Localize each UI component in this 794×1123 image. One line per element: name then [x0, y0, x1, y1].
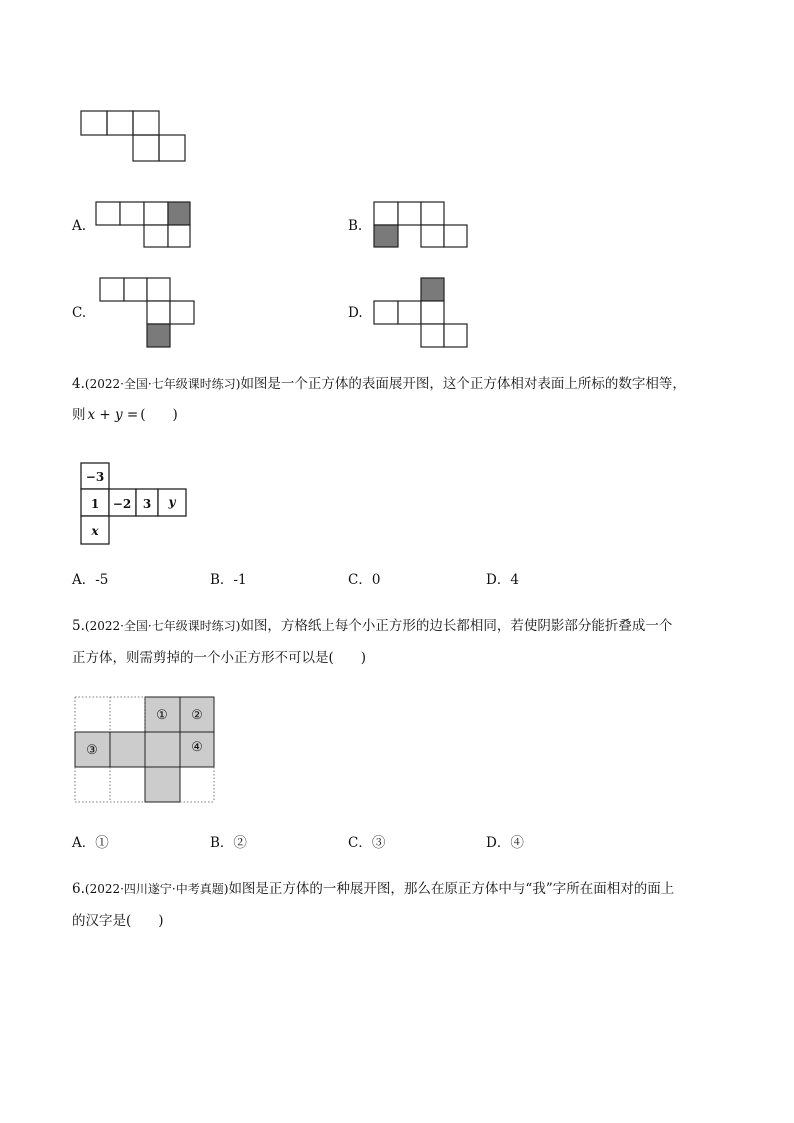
net-square: [421, 202, 444, 225]
net-square: [133, 135, 159, 161]
q5-stem-text-2: 正方体，则需剪掉的一个小正方形不可以是( ): [72, 650, 367, 666]
q4-option-a[interactable]: A．-5: [72, 572, 109, 588]
grid-label-3: ③: [86, 743, 98, 758]
q5-stem-line2: [72, 649, 366, 667]
net-square: [159, 135, 185, 161]
grid-label-2: ②: [191, 708, 203, 723]
option-b-net-figure[interactable]: [372, 200, 470, 250]
shaded-cell: [110, 732, 145, 767]
q5-source: (2022·全国·七年级课时练习): [84, 619, 241, 633]
q4-option-c[interactable]: C．0: [348, 572, 381, 588]
cell-label: y: [168, 495, 176, 509]
shaded-square: [374, 225, 398, 247]
q5-number: 5.: [72, 618, 85, 634]
q5-option-c[interactable]: C．③: [348, 835, 386, 851]
net-square: [100, 278, 124, 301]
q6-stem-text-2: 的汉字是( ): [72, 913, 164, 929]
q4-stem-line1: [72, 375, 686, 393]
net-square: [421, 324, 444, 347]
q4-option-d[interactable]: D．4: [486, 572, 519, 588]
q4-stem-prefix: 则: [72, 407, 86, 423]
net-square: [147, 278, 170, 301]
cell-label: −3: [85, 470, 105, 484]
top-net-figure: [78, 108, 190, 164]
net-square: [168, 225, 190, 247]
cell-label: x: [91, 524, 99, 538]
grid-label-4: ④: [191, 740, 203, 755]
net-square: [144, 225, 168, 247]
net-square: [170, 301, 194, 324]
option-a-letter[interactable]: A.: [72, 218, 87, 234]
q4-cube-net-figure: [80, 462, 190, 546]
shaded-cell: [145, 767, 180, 802]
net-square: [374, 301, 398, 324]
shaded-square: [147, 324, 170, 347]
net-square: [421, 225, 444, 247]
net-square: [144, 202, 168, 225]
q4-expression: x + y =: [87, 407, 139, 423]
cell-label: 1: [90, 497, 100, 511]
net-square: [444, 225, 467, 247]
q6-stem-text: 如图是正方体的一种展开图，那么在原正方体中与“我”字所在面相对的面上: [228, 881, 675, 897]
q6-number: 6.: [72, 881, 85, 897]
q4-stem-line2: [72, 406, 178, 424]
net-square: [124, 278, 147, 301]
net-square: [398, 202, 421, 225]
q5-grid-figure: [74, 696, 216, 804]
option-c-letter[interactable]: C.: [72, 305, 87, 321]
net-square: [81, 111, 107, 135]
q5-option-b[interactable]: B．②: [210, 835, 247, 851]
q6-stem-line2: [72, 912, 164, 930]
net-square: [398, 301, 421, 324]
option-c-net-figure[interactable]: [98, 276, 198, 350]
net-square: [147, 301, 170, 324]
net-square: [107, 111, 133, 135]
net-square: [96, 202, 120, 225]
option-d-letter[interactable]: D.: [348, 305, 363, 321]
q5-option-a[interactable]: A．①: [72, 835, 109, 851]
shaded-cell: [145, 732, 180, 767]
net-square: [120, 202, 144, 225]
option-b-letter[interactable]: B.: [348, 218, 363, 234]
net-square: [374, 202, 398, 225]
shaded-square: [168, 202, 190, 225]
net-square: [444, 324, 467, 347]
q6-source: (2022·四川遂宁·中考真题): [84, 882, 229, 896]
q5-option-d[interactable]: D．④: [486, 835, 524, 851]
q5-stem-text: 如图，方格纸上每个小正方形的边长都相同，若使阴影部分能折叠成一个: [240, 618, 673, 634]
net-square: [133, 111, 159, 135]
q4-option-b[interactable]: B．-1: [210, 572, 247, 588]
q4-number: 4.: [72, 376, 85, 392]
q6-stem-line1: [72, 880, 674, 898]
shaded-square: [421, 278, 444, 301]
q4-stem-text: 如图是一个正方体的表面展开图，这个正方体相对表面上所标的数字相等，: [240, 376, 686, 392]
cell-label: −2: [112, 497, 132, 511]
q5-stem-line1: [72, 617, 672, 635]
net-square: [421, 301, 444, 324]
cell-label: 3: [142, 497, 152, 511]
grid-label-1: ①: [156, 708, 168, 723]
q4-source: (2022·全国·七年级课时练习): [84, 377, 241, 391]
q4-answer-paren: ( ): [140, 407, 178, 423]
option-d-net-figure[interactable]: [372, 276, 470, 350]
option-a-net-figure[interactable]: [94, 200, 194, 250]
